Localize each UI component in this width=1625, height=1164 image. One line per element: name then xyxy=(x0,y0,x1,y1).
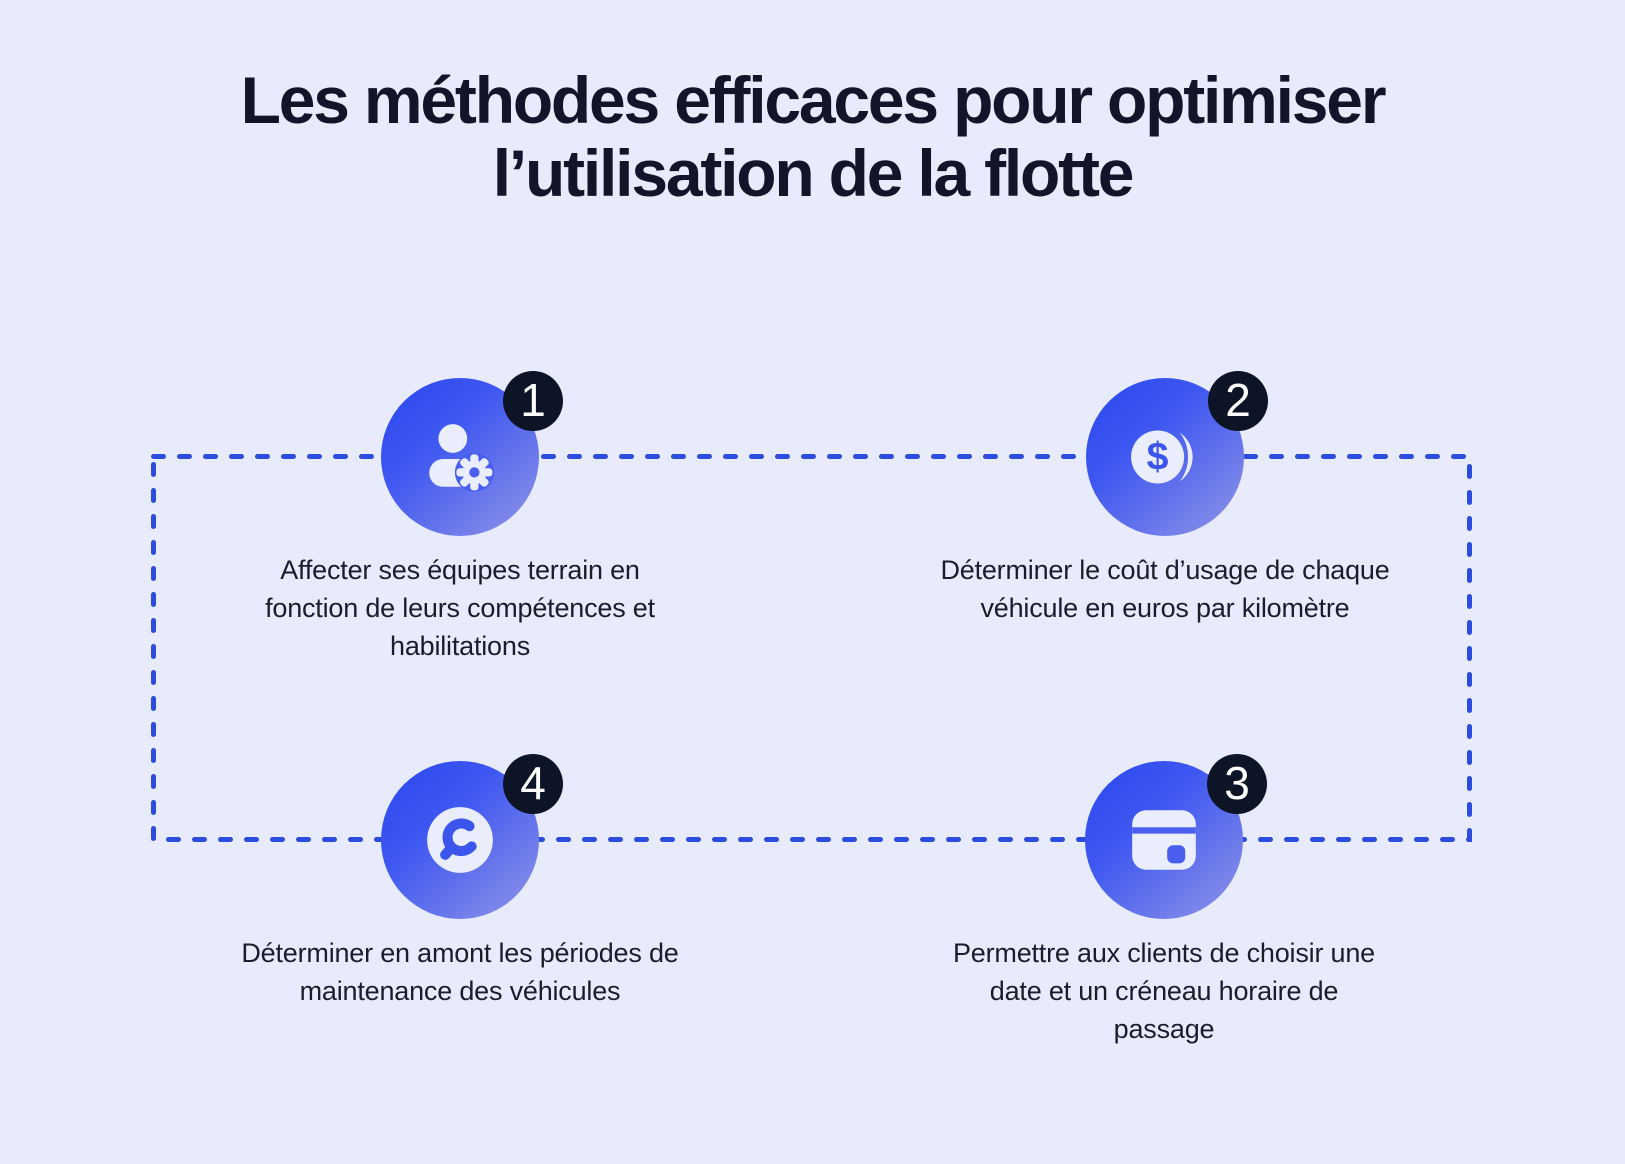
step-1-label: Affecter ses équipes terrain en fonction de leurs compétences et habilitations xyxy=(265,555,655,661)
page-title-line-1: Les méthodes efficaces pour optimiser xyxy=(240,63,1385,137)
user-gear-icon xyxy=(422,419,498,495)
page-title xyxy=(0,64,1625,210)
wrench-icon xyxy=(425,805,495,875)
step-1 xyxy=(230,374,690,665)
step-4-label: Déterminer en amont les périodes de maintenance des véhicules xyxy=(241,938,679,1006)
step-2-circle xyxy=(1086,374,1251,536)
step-2-number-badge: 2 xyxy=(1208,371,1268,431)
step-4-number-badge: 4 xyxy=(503,754,563,814)
step-1-number-badge: 1 xyxy=(503,371,563,431)
step-1-circle xyxy=(381,374,546,536)
page-title-line-2: l’utilisation de la flotte xyxy=(492,136,1133,210)
step-2-label: Déterminer le coût d’usage de chaque véhicule en euros par kilomètre xyxy=(940,555,1390,623)
step-3-number-badge: 3 xyxy=(1207,754,1267,814)
step-4-circle xyxy=(381,757,546,919)
dollar-coins-icon xyxy=(1130,422,1200,492)
dollar-sign: $ xyxy=(1146,434,1169,479)
step-2 xyxy=(935,374,1395,627)
step-3-circle xyxy=(1085,757,1250,919)
step-3 xyxy=(934,757,1394,1048)
step-4 xyxy=(230,757,690,1010)
calendar-box-icon xyxy=(1129,805,1199,875)
step-3-label: Permettre aux clients de choisir une date et un créneau horaire de passage xyxy=(952,938,1375,1044)
